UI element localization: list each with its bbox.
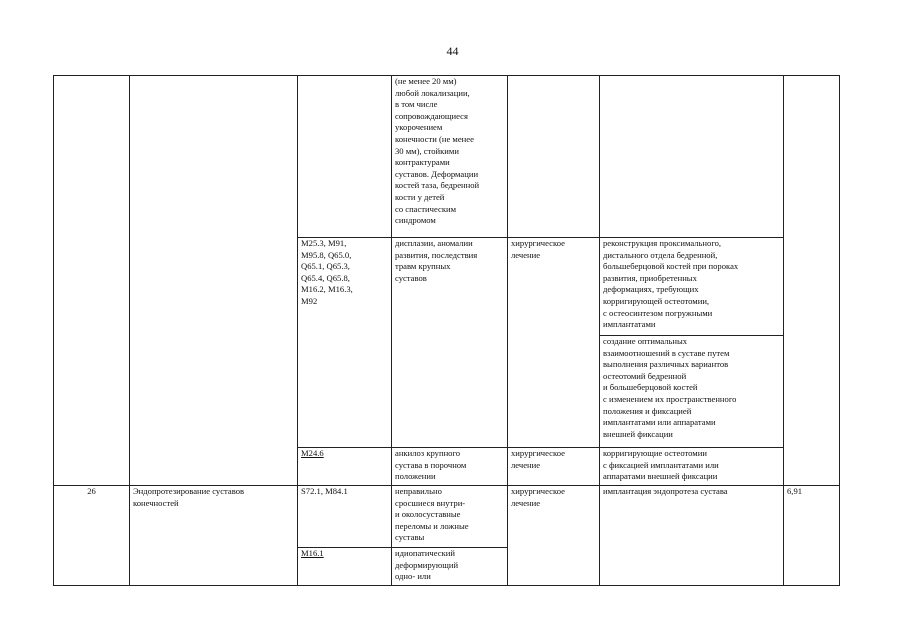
cell-codes: M25.3, M91, M95.8, Q65.0, Q65.1, Q65.3, Q65.4, Q65.8, M16.2, M16.3, M92 — [298, 238, 392, 448]
cell-method: реконструкция проксимального, дистального отдела бедренной, большеберцовой костей при пороках развития, приобретенных деформациях, требующих корригирующей остеотомии, с остеосинтезом погружными имплантатами — [600, 238, 784, 336]
cell-codes: M24.6 — [298, 448, 392, 486]
cell-model: анкилоз крупного сустава в порочном положении — [392, 448, 508, 486]
cell-treatment: хирургическое лечение — [508, 486, 600, 586]
cell-model: неправильно сросшиеся внутри- и околосуставные переломы и ложные суставы — [392, 486, 508, 548]
cell-treatment: хирургическое лечение — [508, 238, 600, 448]
cell-codes: M16.1 — [298, 548, 392, 586]
page-number: 44 — [446, 44, 459, 58]
cell-number: 26 — [54, 486, 130, 586]
cell-treatment — [508, 76, 600, 238]
cell-treatment: хирургическое лечение — [508, 448, 600, 486]
cell-model: идиопатический деформирующий одно- или — [392, 548, 508, 586]
cell-cost — [784, 76, 840, 486]
cell-name: Эндопротезирование суставов конечностей — [130, 486, 298, 586]
cell-codes — [298, 76, 392, 238]
cell-method: корригирующие остеотомии с фиксацией имплантатами или аппаратами внешней фиксации — [600, 448, 784, 486]
cell-number — [54, 76, 130, 486]
cell-method: имплантация эндопротеза сустава — [600, 486, 784, 586]
cell-codes: S72.1, M84.1 — [298, 486, 392, 548]
cell-method — [600, 76, 784, 238]
table-row — [54, 486, 840, 548]
cell-model: дисплазии, аномалии развития, последствия травм крупных суставов — [392, 238, 508, 448]
cell-name — [130, 76, 298, 486]
cell-model: (не менее 20 мм) любой локализации, в том числе сопровождающиеся укорочением конечности (не менее 30 мм), стойкими контрактурами суставов. Деформации костей таза, бедренной кости у детей со спастическим синдромом — [392, 76, 508, 238]
cell-method: создание оптимальных взаимоотношений в суставе путем выполнения различных вариантов остеотомий бедренной и большеберцовой костей с изменением их пространственного положения и фиксацией имплантатами или аппаратами внешней фиксации — [600, 336, 784, 448]
cell-cost: 6,91 — [784, 486, 840, 586]
table-row — [54, 76, 840, 238]
procedures-table — [53, 75, 840, 586]
